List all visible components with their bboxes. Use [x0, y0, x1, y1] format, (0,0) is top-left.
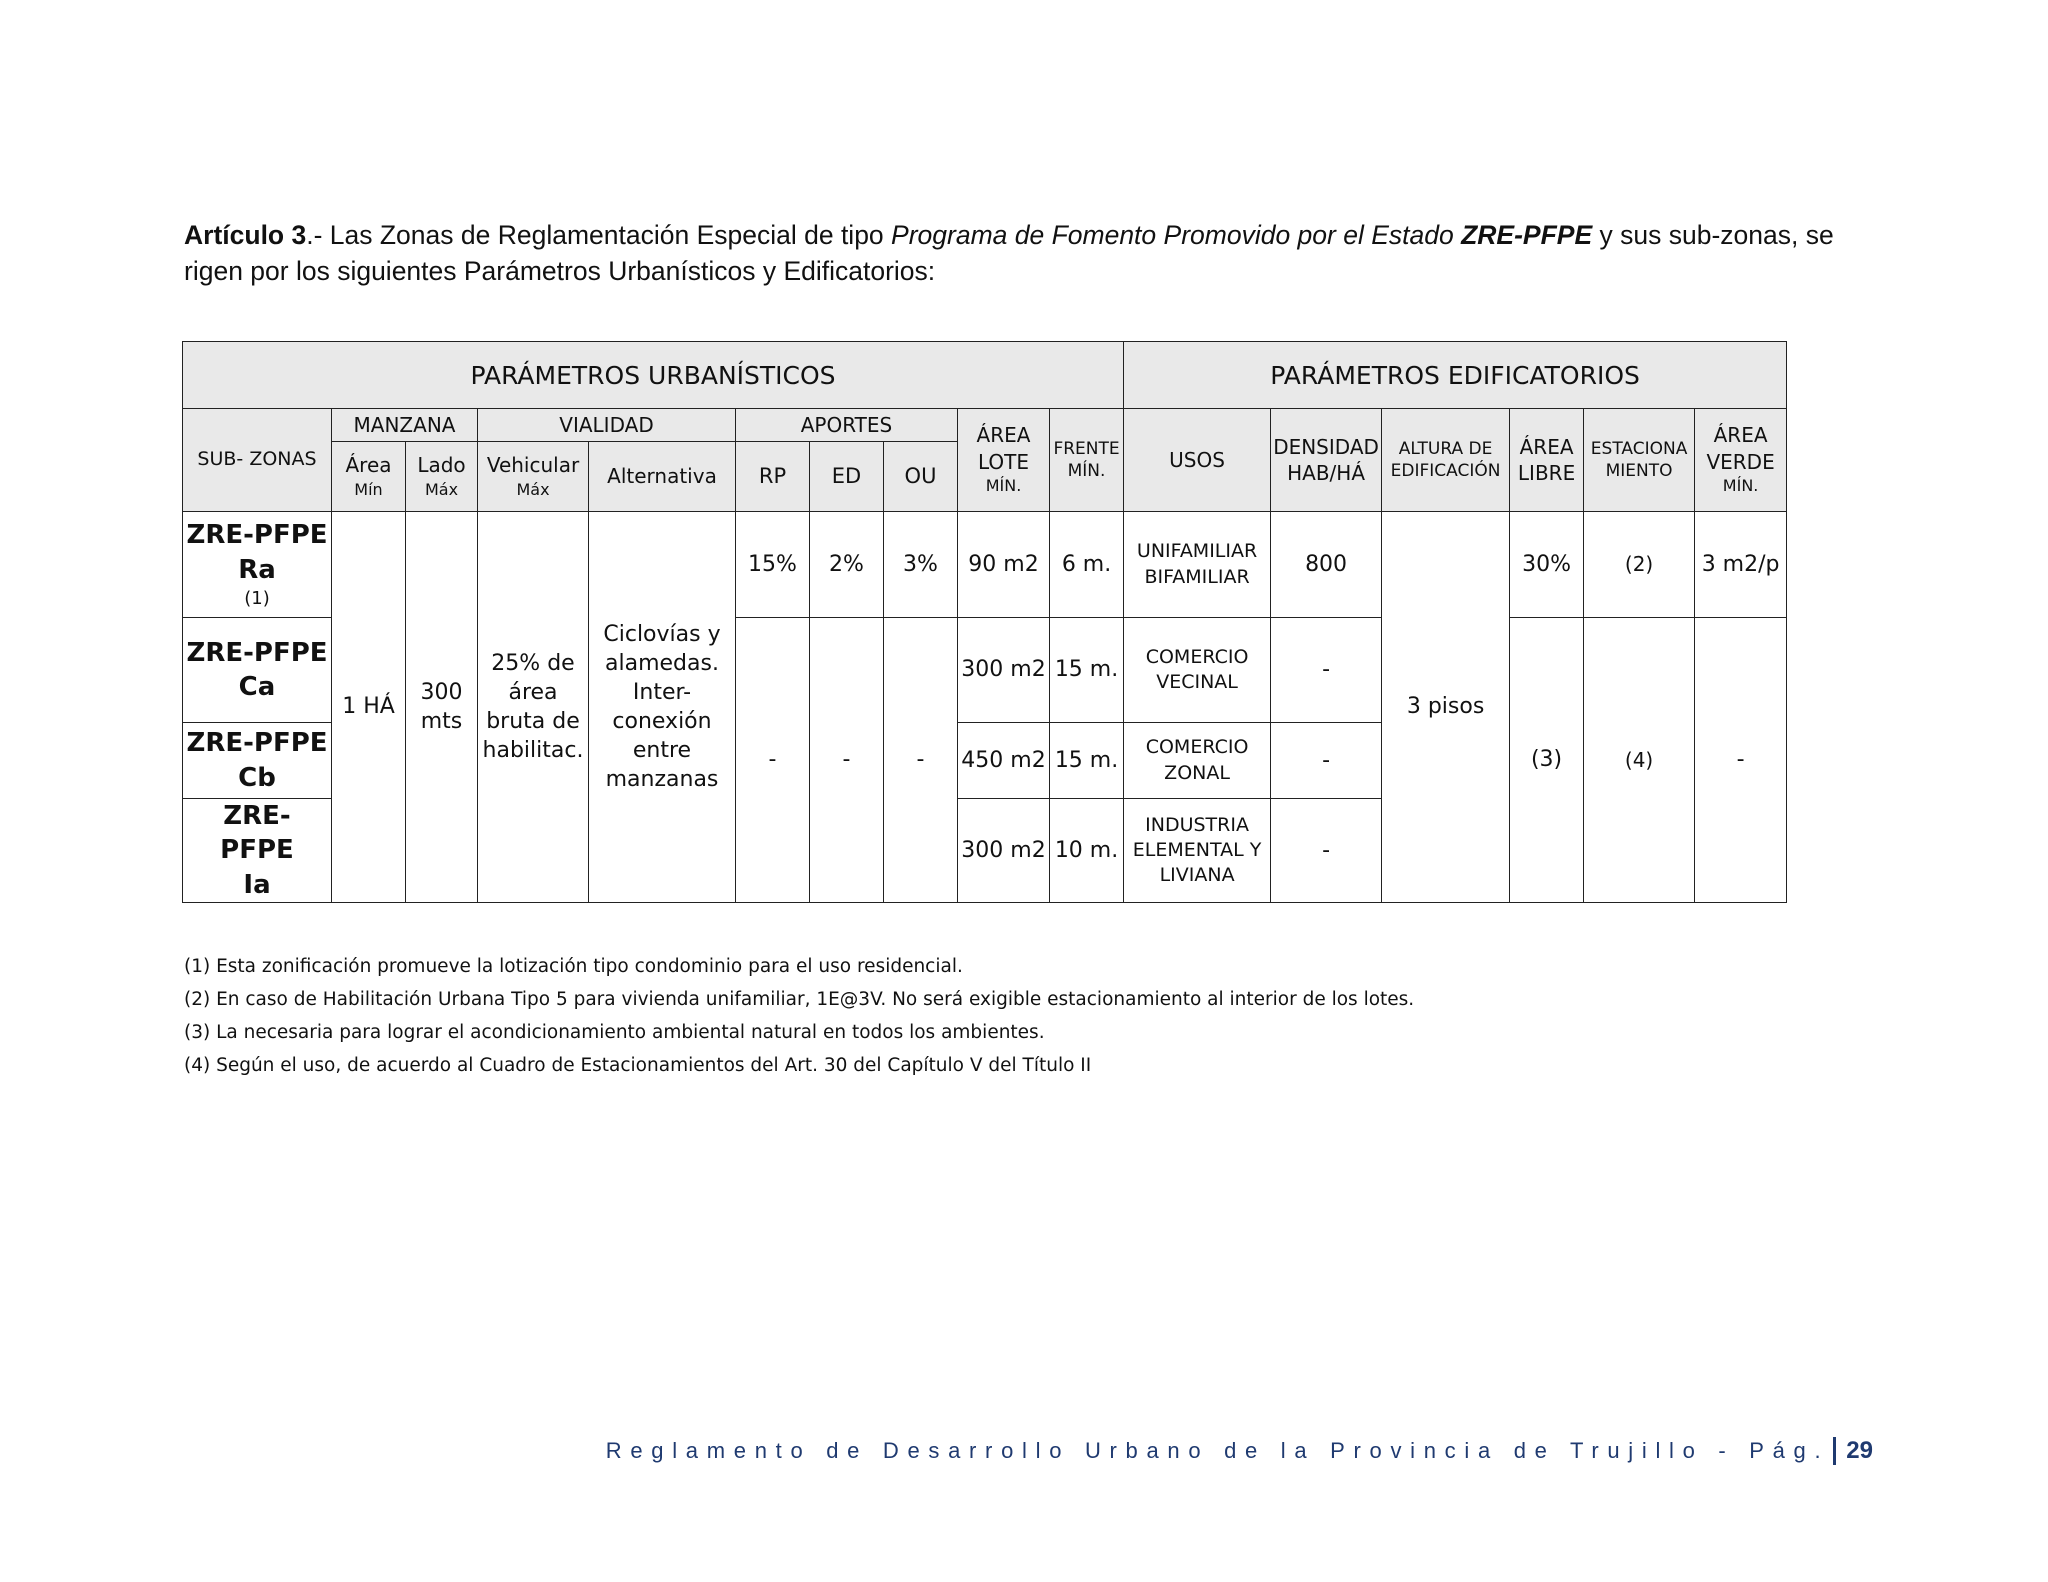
header-ou: OU: [884, 442, 958, 512]
others-area-libre: (3): [1510, 618, 1584, 903]
footnote-4: (4) Según el uso, de acuerdo al Cuadro de Estacionamientos del Art. 30 del Capítulo V del Título II: [184, 1055, 1092, 1076]
zone-ca: [183, 618, 332, 723]
header-area-verde: [1695, 409, 1787, 512]
others-rp: -: [736, 618, 810, 903]
header-manzana: MANZANA: [332, 409, 478, 442]
header-usos: USOS: [1124, 409, 1271, 512]
zone-ra: [183, 512, 332, 618]
header-lado-label: Lado: [417, 453, 466, 478]
ca-area-lote: 300 m2: [958, 618, 1050, 723]
cb-usos: COMERCIO ZONAL: [1124, 723, 1271, 799]
page-number: 29: [1846, 1437, 1873, 1464]
cb-area-lote: 450 m2: [958, 723, 1050, 799]
header-estacionamiento: ESTACIONA MIENTO: [1584, 409, 1695, 512]
header-area-lote-min: MÍN.: [985, 476, 1022, 496]
cb-densidad: -: [1271, 723, 1382, 799]
header-ed: ED: [810, 442, 884, 512]
footnote-3: (3) La necesaria para lograr el acondicionamiento ambiental natural en todos los ambientes.: [184, 1022, 1045, 1043]
header-lado-max: [406, 442, 478, 512]
article-text-1: .- Las Zonas de Reglamentación Especial de tipo: [306, 220, 892, 250]
group-header-edificatorios: PARÁMETROS EDIFICATORIOS: [1124, 342, 1787, 409]
zone-ca-sub: Ca: [238, 672, 276, 702]
vialidad-alternativa-cell: Ciclovías y alamedas. Inter-conexión entre manzanas: [589, 512, 736, 903]
ca-frente: 15 m.: [1050, 618, 1124, 723]
zone-cb-name: ZRE-PFPE: [186, 728, 328, 759]
parameters-table: [182, 341, 1787, 903]
header-densidad: DENSIDAD HAB/HÁ: [1271, 409, 1382, 512]
ra-usos: UNIFAMILIAR BIFAMILIAR: [1124, 512, 1271, 618]
ra-estacionamiento: (2): [1584, 512, 1695, 618]
ca-usos: COMERCIO VECINAL: [1124, 618, 1271, 723]
others-area-verde: -: [1695, 618, 1787, 903]
header-area-lote: [958, 409, 1050, 512]
header-vehicular-max: [478, 442, 589, 512]
header-altura: ALTURA DE EDIFICACIÓN: [1382, 409, 1510, 512]
zone-ra-note: (1): [244, 588, 270, 610]
zone-ia-sub: Ia: [243, 869, 271, 900]
header-area-lote-label: ÁREA LOTE: [976, 423, 1031, 474]
header-rp: RP: [736, 442, 810, 512]
footer-title: Reglamento de Desarrollo Urbano de la Provincia de Trujillo - Pág.: [605, 1438, 1830, 1463]
program-code: ZRE-PFPE: [1461, 220, 1593, 250]
header-vehicular-sub: Máx: [516, 479, 550, 499]
header-aportes: APORTES: [736, 409, 958, 442]
ra-frente: 6 m.: [1050, 512, 1124, 618]
footnote-2: (2) En caso de Habilitación Urbana Tipo 5 para vivienda unifamiliar, 1E@3V. No será exigible estacionamiento al interior de los lotes.: [184, 989, 1415, 1010]
zone-ra-sub: Ra: [238, 554, 276, 585]
header-lado-sub: Máx: [424, 479, 459, 499]
ra-area-libre: 30%: [1510, 512, 1584, 618]
zone-cb-sub: Cb: [238, 762, 276, 793]
footnote-1: (1) Esta zonificación promueve la lotización tipo condominio para el uso residencial.: [184, 956, 963, 977]
zone-ca-name: ZRE-PFPE: [186, 637, 328, 668]
header-alternativa: Alternativa: [589, 442, 736, 512]
zone-cb: [183, 723, 332, 799]
header-vialidad: VIALIDAD: [478, 409, 736, 442]
ra-densidad: 800: [1271, 512, 1382, 618]
manzana-lado-cell: 300 mts: [406, 512, 478, 903]
vialidad-vehicular-cell: 25% de área bruta de habilitac.: [478, 512, 589, 903]
footer-divider: [1833, 1437, 1836, 1465]
zone-ia-name: ZRE- PFPE: [220, 801, 294, 866]
header-frente-min: FRENTE MÍN.: [1050, 409, 1124, 512]
header-area-verde-label: ÁREA VERDE: [1706, 423, 1775, 474]
program-name: Programa de Fomento Promovido por el Estado: [891, 220, 1454, 250]
ra-rp: 15%: [736, 512, 810, 618]
header-area-min: [332, 442, 406, 512]
altura-cell: 3 pisos: [1382, 512, 1510, 903]
ra-area-lote: 90 m2: [958, 512, 1050, 618]
article-number: Artículo 3: [184, 220, 307, 250]
ia-usos: INDUSTRIA ELEMENTAL Y LIVIANA: [1124, 799, 1271, 903]
group-header-urbanisticos: PARÁMETROS URBANÍSTICOS: [183, 342, 1124, 409]
page-footer: [606, 1437, 1873, 1465]
manzana-area-cell: 1 HÁ: [332, 512, 406, 903]
zone-ra-name: ZRE-PFPE: [186, 520, 328, 551]
footnotes: [184, 950, 1884, 1082]
ia-frente: 10 m.: [1050, 799, 1124, 903]
header-area-verde-min: MÍN.: [1722, 476, 1759, 496]
header-area-libre: ÁREA LIBRE: [1510, 409, 1584, 512]
cb-frente: 15 m.: [1050, 723, 1124, 799]
ia-area-lote: 300 m2: [958, 799, 1050, 903]
ra-ou: 3%: [884, 512, 958, 618]
article-paragraph: [184, 217, 1884, 289]
ia-densidad: -: [1271, 799, 1382, 903]
others-ou: -: [884, 618, 958, 903]
ra-area-verde: 3 m2/p: [1695, 512, 1787, 618]
zone-ia: [183, 799, 332, 903]
header-subzonas: SUB- ZONAS: [183, 409, 332, 512]
header-area-label: Área: [345, 453, 392, 478]
ra-ed: 2%: [810, 512, 884, 618]
others-estacionamiento: (4): [1584, 618, 1695, 903]
others-ed: -: [810, 618, 884, 903]
header-area-sub: Mín: [354, 479, 383, 499]
article-text-2: y sus sub-zonas, se rigen por los siguientes Parámetros Urbanísticos y Edificatorios:: [184, 220, 1834, 286]
header-vehicular-label: Vehicular: [486, 453, 580, 478]
ca-densidad: -: [1271, 618, 1382, 723]
